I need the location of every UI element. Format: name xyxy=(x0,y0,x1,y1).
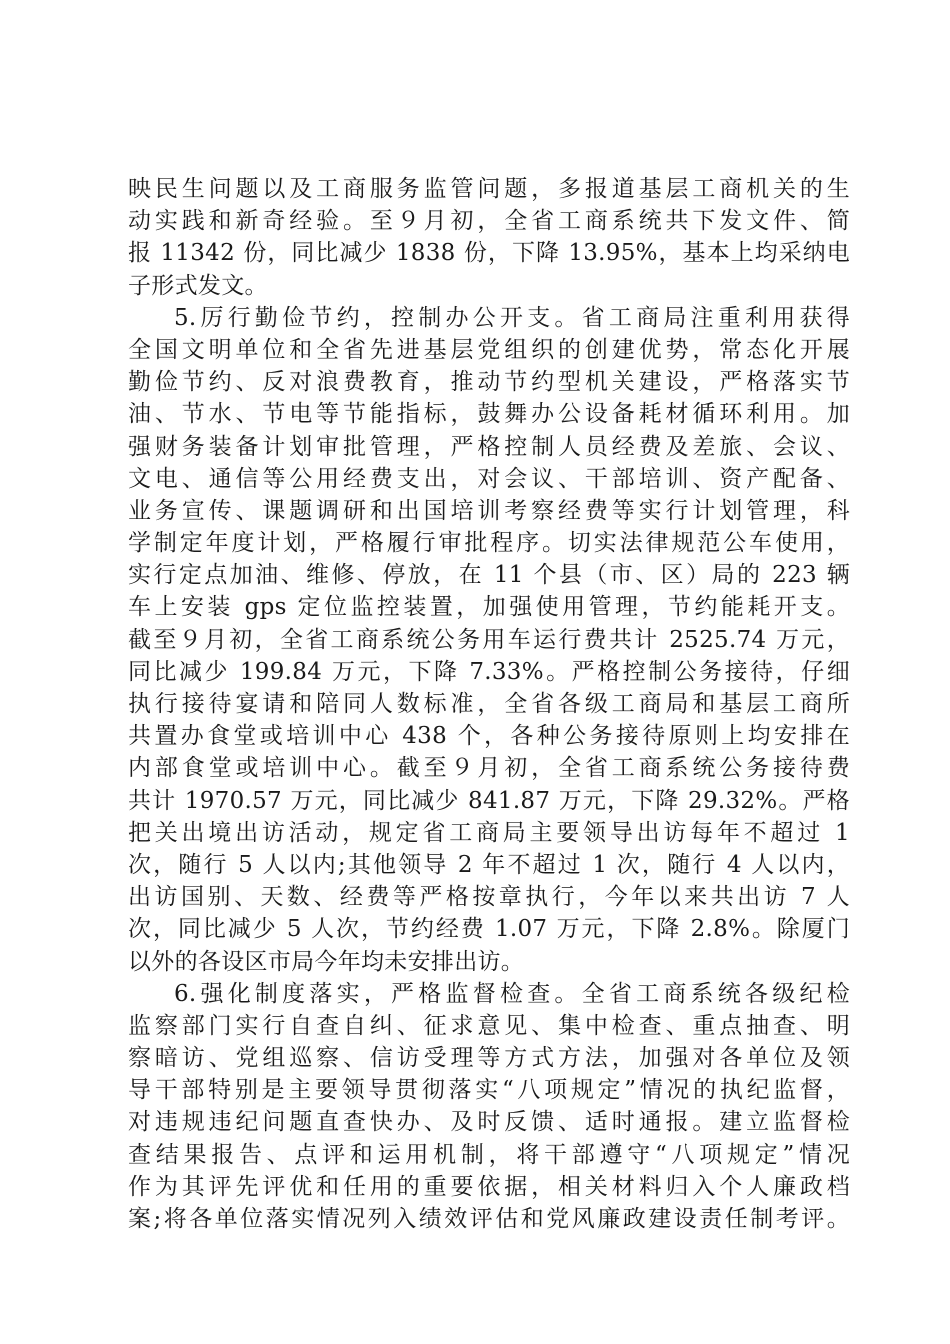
text-line: 出访国别、天数、经费等严格按章执行，今年以来共出访 7 人 xyxy=(128,884,850,911)
text-line: 共计 1970.57 万元，同比减少 841.87 万元，下降 29.32%。严格 xyxy=(128,787,850,814)
text-line: 案;将各单位落实情况列入绩效评估和党风廉政建设责任制考评。 xyxy=(128,1206,850,1232)
text-line: 作为其评先评优和任用的重要依据，相关材料归入个人廉政档 xyxy=(128,1173,850,1200)
text-line: 内部食堂或培训中心。截至９月初，全省工商系统公务接待费 xyxy=(128,755,850,782)
text-line: 文电、通信等公用经费支出，对会议、干部培训、资产配备、 xyxy=(128,465,850,492)
text-line: 动实践和新奇经验。至９月初，全省工商系统共下发文件、简 xyxy=(128,208,850,235)
text-line: 车上安装 gps 定位监控装置，加强使用管理，节约能耗开支。 xyxy=(128,594,850,621)
text-line: 次，同比减少 5 人次，节约经费 1.07 万元，下降 2.8%。除厦门 xyxy=(128,916,850,943)
text-line: 截至９月初，全省工商系统公务用车运行费共计 2525.74 万元， xyxy=(128,626,850,653)
text-line: 强财务装备计划审批管理，严格控制人员经费及差旅、会议、 xyxy=(128,433,850,460)
text-line: 监察部门实行自查自纠、征求意见、集中检查、重点抽查、明 xyxy=(128,1012,850,1039)
text-line: 共置办食堂或培训中心 438 个，各种公务接待原则上均安排在 xyxy=(128,723,850,750)
document-body xyxy=(128,173,850,1235)
text-line: 勤俭节约、反对浪费教育，推动节约型机关建设，严格落实节 xyxy=(128,369,850,396)
text-line: 业务宣传、课题调研和出国培训考察经费等实行计划管理，科 xyxy=(128,497,850,524)
text-line: 以外的各设区市局今年均未安排出访。 xyxy=(128,948,525,975)
text-line: 学制定年度计划，严格履行审批程序。切实法律规范公车使用， xyxy=(128,530,850,557)
text-line: 油、节水、节电等节能指标，鼓舞办公设备耗材循环利用。加 xyxy=(128,401,850,428)
text-line: 6.强化制度落实，严格监督检查。全省工商系统各级纪检 xyxy=(174,980,850,1007)
text-line: 执行接待宴请和陪同人数标准，全省各级工商局和基层工商所 xyxy=(128,691,850,717)
text-line: 实行定点加油、维修、停放，在 11 个县（市、区）局的 223 辆 xyxy=(128,562,850,589)
text-line: 报 11342 份，同比减少 1838 份，下降 13.95%，基本上均采纳电 xyxy=(128,240,850,267)
text-line: 同比减少 199.84 万元，下降 7.33%。严格控制公务接待，仔细 xyxy=(128,658,850,685)
text-line: 导干部特别是主要领导贯彻落实“八项规定”情况的执纪监督， xyxy=(128,1077,850,1104)
text-line: 察暗访、党组巡察、信访受理等方式方法，加强对各单位及领 xyxy=(128,1045,850,1072)
text-line: 5.厉行勤俭节约，控制办公开支。省工商局注重利用获得 xyxy=(174,304,850,331)
text-line: 全国文明单位和全省先进基层党组织的创建优势，常态化开展 xyxy=(128,336,850,363)
text-line: 次，随行 5 人以内;其他领导 2 年不超过 1 次，随行 4 人以内， xyxy=(128,851,850,878)
text-line: 映民生问题以及工商服务监管问题，多报道基层工商机关的生 xyxy=(128,176,850,202)
text-line: 把关出境出访活动，规定省工商局主要领导出访每年不超过 1 xyxy=(128,819,850,846)
text-line: 子形式发文。 xyxy=(128,272,268,299)
text-line: 查结果报告、点评和运用机制，将干部遵守“八项规定”情况 xyxy=(128,1141,850,1168)
text-line: 对违规违纪问题直查快办、及时反馈、适时通报。建立监督检 xyxy=(128,1109,850,1136)
